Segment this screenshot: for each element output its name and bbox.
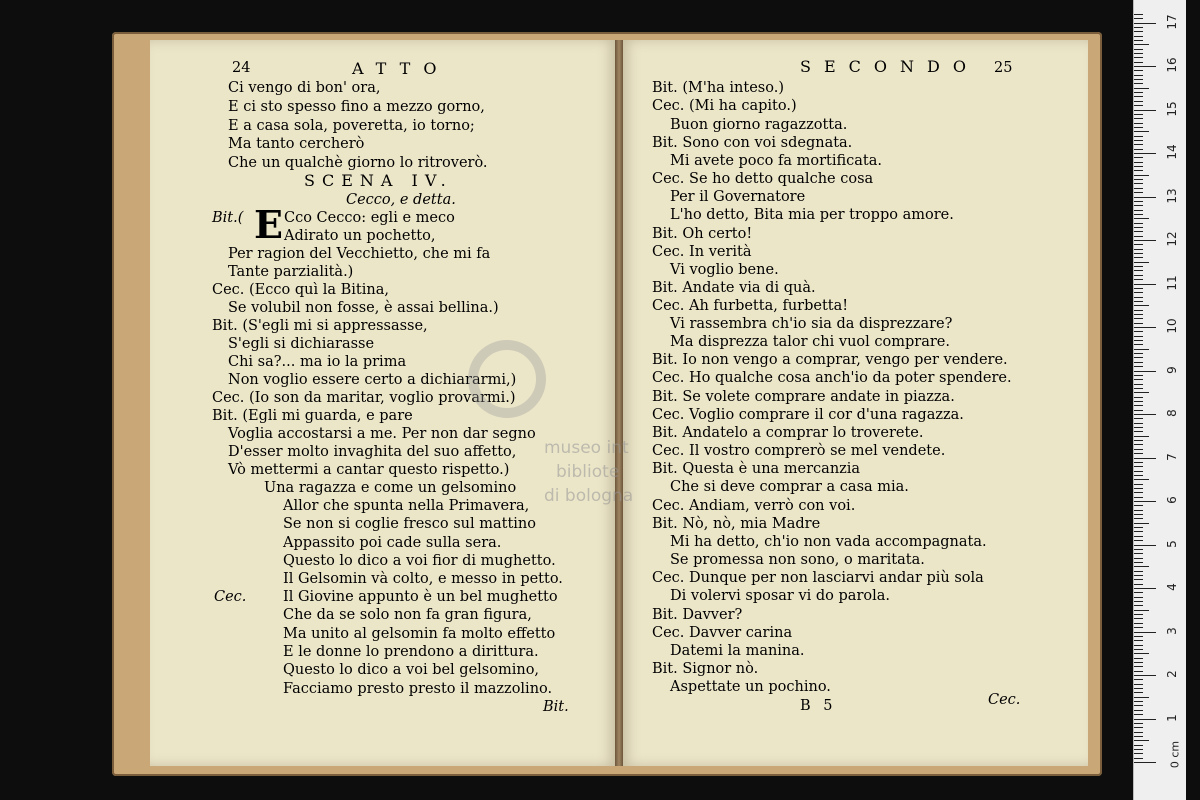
ruler-tick: [1134, 658, 1143, 659]
ruler-tick: [1134, 462, 1143, 463]
ruler-number: 1: [1165, 713, 1179, 722]
ruler-tick: [1134, 762, 1156, 763]
text-line: Allor che spunta nella Primavera,: [283, 498, 530, 514]
ruler-tick: [1134, 127, 1143, 128]
ruler-tick: [1134, 110, 1156, 111]
ruler-tick: [1134, 714, 1143, 715]
ruler-tick: [1134, 331, 1143, 332]
ruler-tick: [1134, 527, 1143, 528]
text-line: Cec. Voglio comprare il cor d'una ragazza.: [652, 407, 964, 423]
text-line: Voglia accostarsi a me. Per non dar segno: [228, 426, 536, 442]
ruler-tick: [1134, 123, 1143, 124]
ruler-tick: [1134, 288, 1143, 289]
ruler-tick: [1134, 336, 1143, 337]
ruler-tick: [1134, 579, 1143, 580]
museum-logo-watermark: [468, 340, 546, 418]
text-line: Questo lo dico a voi fior di mughetto.: [283, 553, 556, 569]
watermark-text: di bologna: [544, 486, 634, 506]
text-line: Ma tanto cercherò: [228, 136, 365, 152]
text-line: Mi avete poco fa mortificata.: [670, 153, 883, 169]
text-line: Che da se solo non fa gran figura,: [283, 607, 532, 623]
text-line: Non voglio essere certo a dichiararmi,): [228, 372, 517, 388]
ruler-tick: [1134, 523, 1149, 524]
text-line: D'esser molto invaghita del suo affetto,: [228, 444, 517, 460]
ruler-tick: [1134, 571, 1143, 572]
ruler-tick: [1134, 157, 1143, 158]
ruler-tick: [1134, 292, 1143, 293]
ruler-tick: [1134, 244, 1143, 245]
ruler-tick: [1134, 458, 1156, 459]
ruler-tick: [1134, 131, 1149, 132]
ruler-tick: [1134, 623, 1143, 624]
catchword-right: Cec.: [988, 692, 1021, 708]
ruler-tick: [1134, 179, 1143, 180]
ruler-tick: [1134, 479, 1149, 480]
ruler-tick: [1134, 758, 1143, 759]
text-line: Cec. Il vostro comprerò se mel vendete.: [652, 443, 946, 459]
text-line: Una ragazza e come un gelsomino: [264, 480, 517, 496]
watermark-text: bibliote: [556, 462, 620, 482]
ruler-tick: [1134, 44, 1149, 45]
ruler-tick: [1134, 636, 1143, 637]
ruler-number: 11: [1165, 274, 1179, 291]
ruler-tick: [1134, 253, 1143, 254]
ruler-tick: [1134, 627, 1143, 628]
ruler-number: 14: [1165, 144, 1179, 160]
ruler-tick: [1134, 340, 1143, 341]
text-line: Mi ha detto, ch'io non vada accompagnata.: [670, 534, 987, 550]
drop-cap: E: [254, 202, 283, 247]
ruler-tick: [1134, 375, 1143, 376]
text-line: Cec. (Ecco quì la Bitina,: [212, 282, 389, 298]
ruler-tick: [1134, 666, 1143, 667]
scene-heading: SCENA IV.: [304, 171, 453, 190]
ruler-tick: [1134, 684, 1143, 685]
ruler-tick: [1134, 88, 1149, 89]
ruler-tick: [1134, 562, 1143, 563]
ruler-number: 6: [1165, 496, 1179, 504]
ruler-number: 15: [1165, 100, 1179, 117]
text-line: Datemi la manina.: [670, 643, 805, 659]
ruler-tick: [1134, 136, 1143, 137]
ruler-tick: [1134, 31, 1143, 32]
ruler-tick: [1134, 497, 1143, 498]
ruler-tick: [1134, 732, 1143, 733]
ruler-tick: [1134, 610, 1149, 611]
ruler-tick: [1134, 227, 1143, 228]
ruler-tick: [1134, 492, 1143, 493]
ruler-number: 3: [1165, 626, 1179, 635]
ruler-tick: [1134, 553, 1143, 554]
ruler-tick: [1134, 18, 1143, 19]
ruler-tick: [1134, 536, 1143, 537]
ruler-tick: [1134, 79, 1143, 80]
ruler-tick: [1134, 531, 1143, 532]
ruler-tick: [1134, 484, 1143, 485]
ruler-tick: [1134, 384, 1143, 385]
ruler-tick: [1134, 645, 1143, 646]
ruler-tick: [1134, 297, 1143, 298]
ruler-tick: [1134, 475, 1143, 476]
ruler-tick: [1134, 597, 1143, 598]
ruler-tick: [1134, 62, 1143, 63]
ruler-tick: [1134, 697, 1149, 698]
ruler-tick: [1134, 371, 1156, 372]
ruler-tick: [1134, 305, 1149, 306]
ruler-tick: [1134, 75, 1143, 76]
ruler-tick: [1134, 201, 1143, 202]
text-line: Bit. Oh certo!: [652, 226, 753, 242]
ruler-tick: [1134, 601, 1143, 602]
text-line: Facciamo presto presto il mazzolino.: [283, 681, 553, 697]
ruler-tick: [1134, 466, 1143, 467]
ruler-number: 5: [1165, 539, 1179, 548]
ruler-tick: [1134, 114, 1143, 115]
ruler-tick: [1134, 414, 1156, 415]
ruler-tick: [1134, 705, 1143, 706]
ruler-tick: [1134, 549, 1143, 550]
ruler-tick: [1134, 566, 1149, 567]
ruler-tick: [1134, 170, 1143, 171]
ruler-tick: [1134, 388, 1143, 389]
ruler-number: 8: [1165, 409, 1179, 417]
ruler-tick: [1134, 679, 1143, 680]
ruler-tick: [1134, 423, 1143, 424]
text-line: Bit. Signor nò.: [652, 661, 759, 677]
text-line: E ci sto spesso fino a mezzo gorno,: [228, 99, 485, 115]
text-line: Se non si coglie fresco sul mattino: [283, 516, 536, 532]
text-line: Vò mettermi a cantar questo rispetto.): [228, 462, 510, 478]
text-line: Ma disprezza talor chi vuol comprare.: [670, 334, 950, 350]
ruler-tick: [1134, 453, 1143, 454]
ruler-tick: [1134, 736, 1143, 737]
ruler-tick: [1134, 231, 1143, 232]
ruler-tick: [1134, 310, 1143, 311]
ruler-tick: [1134, 188, 1143, 189]
ruler-tick: [1134, 753, 1143, 754]
ruler-tick: [1134, 514, 1143, 515]
ruler-number: 4: [1165, 583, 1179, 591]
text-line: Bit. Andatelo a comprar lo troverete.: [652, 425, 924, 441]
ruler-tick: [1134, 301, 1143, 302]
ruler-tick: [1134, 418, 1143, 419]
ruler-tick: [1134, 614, 1143, 615]
text-line: Per il Governatore: [670, 189, 806, 205]
ruler-tick: [1134, 323, 1143, 324]
ruler-tick: [1134, 205, 1143, 206]
ruler-tick: [1134, 427, 1143, 428]
ruler-tick: [1134, 558, 1143, 559]
ruler-tick: [1134, 279, 1143, 280]
ruler-tick: [1134, 392, 1149, 393]
text-line: Cco Cecco: egli e meco: [284, 210, 455, 226]
ruler-tick: [1134, 214, 1143, 215]
ruler-tick: [1134, 223, 1143, 224]
ruler-tick: [1134, 344, 1143, 345]
text-line: Cec. Ho qualche cosa anch'io da poter spendere.: [652, 370, 1012, 386]
text-line: Ci vengo di bon' ora,: [228, 80, 381, 96]
ruler-tick: [1134, 40, 1143, 41]
ruler-tick: [1134, 488, 1143, 489]
ruler-tick: [1134, 257, 1143, 258]
book-gutter: [615, 40, 623, 766]
ruler-tick: [1134, 353, 1143, 354]
text-line: Bit. Se volete comprare andate in piazza.: [652, 389, 955, 405]
ruler-tick: [1134, 262, 1149, 263]
ruler-tick: [1134, 192, 1143, 193]
ruler-tick: [1134, 218, 1149, 219]
ruler-number: 2: [1165, 670, 1179, 678]
watermark-text: museo int: [544, 438, 629, 458]
text-line: Tante parzialità.): [228, 264, 354, 280]
ruler-tick: [1134, 749, 1143, 750]
ruler-tick: [1134, 575, 1143, 576]
ruler-tick: [1134, 449, 1143, 450]
text-line: Questo lo dico a voi bel gelsomino,: [283, 662, 540, 678]
text-line: L'ho detto, Bita mia per troppo amore.: [670, 207, 954, 223]
ruler-tick: [1134, 692, 1143, 693]
ruler-tick: [1134, 471, 1143, 472]
text-line: Cec. In verità: [652, 244, 752, 260]
ruler-tick: [1134, 545, 1156, 546]
ruler-tick: [1134, 66, 1156, 67]
text-line: Vi voglio bene.: [670, 262, 779, 278]
ruler-tick: [1134, 92, 1143, 93]
text-line: Di volervi sposar vi do parola.: [670, 588, 890, 604]
page-number-right: 25: [994, 60, 1013, 76]
ruler-tick: [1134, 197, 1156, 198]
text-line: Buon giorno ragazzotta.: [670, 117, 848, 133]
text-line: Vi rassembra ch'io sia da disprezzare?: [670, 316, 953, 332]
ruler-tick: [1134, 688, 1143, 689]
text-line: Bit. Davver?: [652, 607, 743, 623]
text-line: Se volubil non fosse, è assai bellina.): [228, 300, 499, 316]
ruler-tick: [1134, 53, 1143, 54]
ruler-tick: [1134, 444, 1143, 445]
ruler-unit: 0 cm: [1168, 740, 1182, 769]
ruler-tick: [1134, 584, 1143, 585]
text-line: Cec. (Io son da maritar, voglio provarmi.): [212, 390, 516, 406]
ruler-tick: [1134, 401, 1143, 402]
scene-characters: Cecco, e detta.: [346, 192, 456, 208]
text-line: Bit. (M'ha inteso.): [652, 80, 784, 96]
ruler-tick: [1134, 740, 1149, 741]
ruler-tick: [1134, 671, 1143, 672]
text-line: Aspettate un pochino.: [670, 679, 831, 695]
ruler-tick: [1134, 96, 1143, 97]
ruler-tick: [1134, 675, 1156, 676]
signature-mark: B 5: [800, 698, 837, 714]
ruler-tick: [1134, 57, 1143, 58]
ruler-tick: [1134, 105, 1143, 106]
text-line: Se promessa non sono, o maritata.: [670, 552, 925, 568]
measurement-ruler: [1133, 0, 1186, 800]
ruler-tick: [1134, 284, 1156, 285]
ruler-tick: [1134, 166, 1143, 167]
ruler-tick: [1134, 719, 1156, 720]
ruler-tick: [1134, 357, 1143, 358]
ruler-tick: [1134, 649, 1143, 650]
text-line: Il Giovine appunto è un bel mughetto: [283, 589, 558, 605]
text-line: Ma unito al gelsomin fa molto effetto: [283, 626, 556, 642]
text-line: Cec. (Mi ha capito.): [652, 98, 797, 114]
ruler-number: 7: [1165, 452, 1179, 461]
ruler-tick: [1134, 362, 1143, 363]
ruler-tick: [1134, 153, 1156, 154]
ruler-tick: [1134, 49, 1143, 50]
ruler-tick: [1134, 410, 1143, 411]
text-line: Cec. Ah furbetta, furbetta!: [652, 298, 849, 314]
ruler-tick: [1134, 318, 1143, 319]
ruler-number: 12: [1165, 231, 1179, 247]
ruler-tick: [1134, 314, 1143, 315]
ruler-tick: [1134, 397, 1143, 398]
ruler-tick: [1134, 653, 1149, 654]
text-line: Adirato un pochetto,: [284, 228, 436, 244]
speaker-label: Bit.(: [212, 210, 244, 226]
ruler-tick: [1134, 236, 1143, 237]
text-line: Cec. Davver carina: [652, 625, 793, 641]
ruler-tick: [1134, 501, 1156, 502]
ruler-tick: [1134, 710, 1143, 711]
page-number-left: 24: [232, 60, 251, 76]
ruler-number: 10: [1165, 318, 1179, 334]
text-line: Cec. Se ho detto qualche cosa: [652, 171, 874, 187]
ruler-tick: [1134, 349, 1149, 350]
ruler-tick: [1134, 366, 1143, 367]
ruler-tick: [1134, 175, 1149, 176]
ruler-tick: [1134, 745, 1143, 746]
text-line: Bit. Nò, nò, mia Madre: [652, 516, 821, 532]
text-line: E le donne lo prendono a dirittura.: [283, 644, 539, 660]
ruler-tick: [1134, 640, 1143, 641]
ruler-tick: [1134, 144, 1143, 145]
ruler-tick: [1134, 510, 1143, 511]
ruler-tick: [1134, 240, 1156, 241]
ruler-tick: [1134, 162, 1143, 163]
running-head-left: ATTO: [352, 59, 450, 78]
ruler-tick: [1134, 140, 1143, 141]
ruler-tick: [1134, 662, 1143, 663]
ruler-tick: [1134, 440, 1143, 441]
ruler-number: 13: [1165, 187, 1179, 204]
text-line: Appassito poi cade sulla sera.: [283, 535, 502, 551]
ruler-tick: [1134, 83, 1143, 84]
text-line: Cec. Andiam, verrò con voi.: [652, 498, 856, 514]
ruler-tick: [1134, 266, 1143, 267]
ruler-tick: [1134, 379, 1143, 380]
ruler-tick: [1134, 149, 1143, 150]
ruler-tick: [1134, 183, 1143, 184]
ruler-tick: [1134, 210, 1143, 211]
ruler-tick: [1134, 270, 1143, 271]
ruler-tick: [1134, 592, 1143, 593]
text-line: Bit. Questa è una mercanzia: [652, 461, 861, 477]
ruler-number: 9: [1165, 365, 1179, 374]
ruler-tick: [1134, 618, 1143, 619]
ruler-tick: [1134, 632, 1156, 633]
ruler-tick: [1134, 701, 1143, 702]
text-line: Bit. Sono con voi sdegnata.: [652, 135, 853, 151]
ruler-tick: [1134, 101, 1143, 102]
text-line: Bit. Io non vengo a comprar, vengo per vendere.: [652, 352, 1008, 368]
ruler-tick: [1134, 327, 1156, 328]
ruler-number: 16: [1165, 57, 1179, 73]
ruler-tick: [1134, 36, 1143, 37]
ruler-tick: [1134, 431, 1143, 432]
text-line: Bit. (Egli mi guarda, e pare: [212, 408, 413, 424]
text-line: Che si deve comprar a casa mia.: [670, 479, 909, 495]
text-line: Bit. (S'egli mi si appressasse,: [212, 318, 428, 334]
ruler-tick: [1134, 588, 1156, 589]
ruler-tick: [1134, 23, 1156, 24]
ruler-tick: [1134, 518, 1143, 519]
text-line: Che un qualchè giorno lo ritroverò.: [228, 155, 488, 171]
ruler-tick: [1134, 505, 1143, 506]
ruler-tick: [1134, 14, 1143, 15]
text-line: Cec. Dunque per non lasciarvi andar più sola: [652, 570, 984, 586]
catchword-left: Bit.: [543, 699, 569, 715]
ruler-tick: [1134, 723, 1143, 724]
ruler-tick: [1134, 70, 1143, 71]
text-line: Per ragion del Vecchietto, che mi fa: [228, 246, 491, 262]
ruler-number: 17: [1165, 13, 1179, 30]
text-line: Chi sa?... ma io la prima: [228, 354, 407, 370]
speaker-label: Cec.: [214, 589, 247, 605]
ruler-tick: [1134, 118, 1143, 119]
text-line: Bit. Andate via di quà.: [652, 280, 816, 296]
ruler-tick: [1134, 436, 1149, 437]
ruler-tick: [1134, 27, 1143, 28]
ruler-tick: [1134, 605, 1143, 606]
text-line: E a casa sola, poveretta, io torno;: [228, 118, 475, 134]
ruler-tick: [1134, 249, 1143, 250]
ruler-tick: [1134, 275, 1143, 276]
ruler-tick: [1134, 405, 1143, 406]
text-line: Il Gelsomin và colto, e messo in petto.: [283, 571, 563, 587]
ruler-tick: [1134, 727, 1143, 728]
running-head-right: SECONDO: [800, 57, 979, 76]
ruler-tick: [1134, 540, 1143, 541]
text-line: S'egli si dichiarasse: [228, 336, 375, 352]
